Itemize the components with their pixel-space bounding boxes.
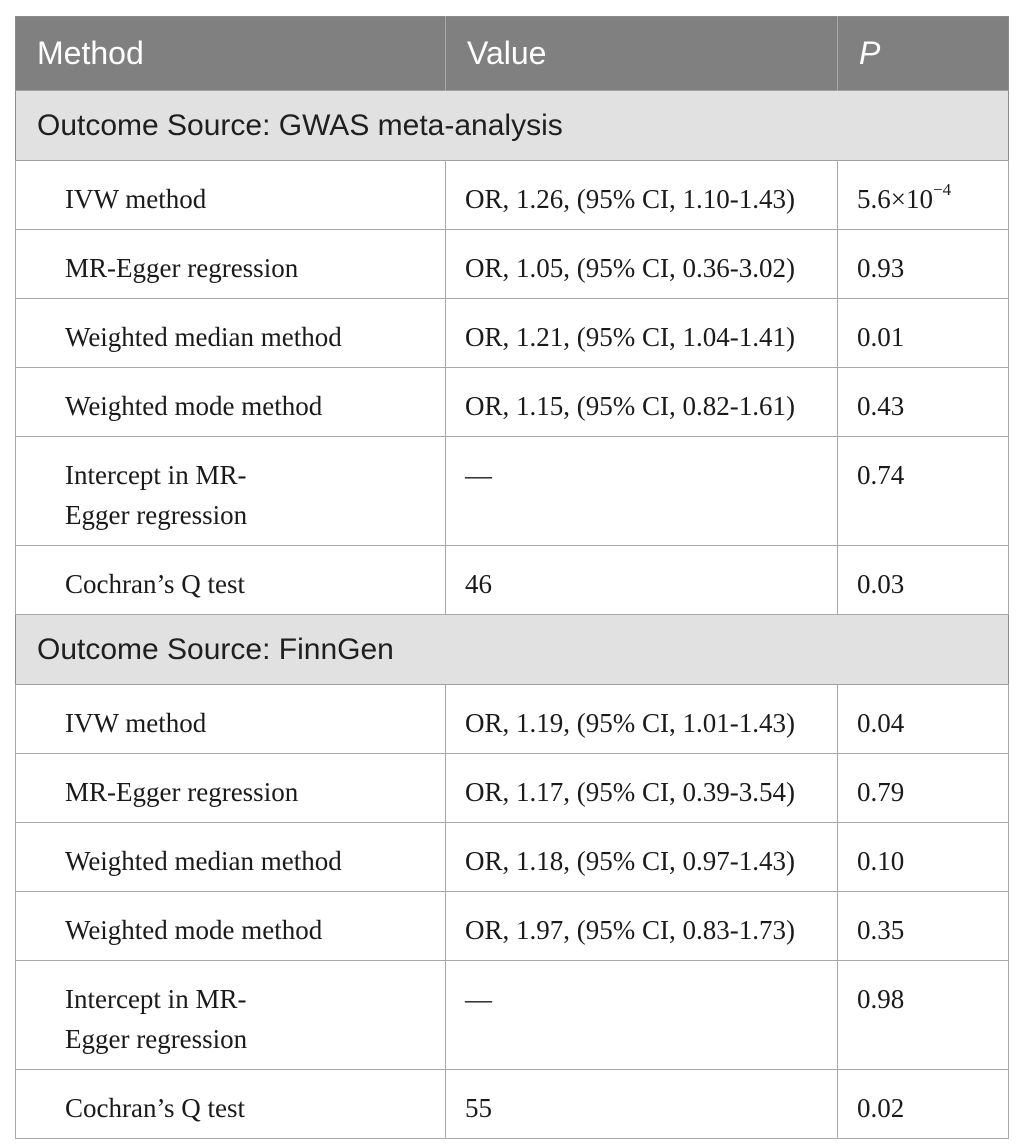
p-value: 0.04 [857, 708, 905, 738]
table-row [16, 823, 1009, 892]
p-value-cell [838, 368, 1009, 437]
p-value-cell [838, 161, 1009, 230]
value-cell: OR, 1.17, (95% CI, 0.39-3.54) [446, 754, 838, 823]
method-cell: IVW method [16, 161, 446, 230]
p-value: 0.93 [857, 253, 905, 283]
table-row [16, 230, 1009, 299]
p-value: 0.02 [857, 1093, 905, 1123]
value-cell: OR, 1.15, (95% CI, 0.82-1.61) [446, 368, 838, 437]
method-cell: MR-Egger regression [16, 230, 446, 299]
p-value: 0.43 [857, 391, 905, 421]
value-cell: OR, 1.97, (95% CI, 0.83-1.73) [446, 892, 838, 961]
value-cell: OR, 1.21, (95% CI, 1.04-1.41) [446, 299, 838, 368]
value-cell: OR, 1.19, (95% CI, 1.01-1.43) [446, 685, 838, 754]
p-value-cell [838, 961, 1009, 1070]
table-row [16, 1070, 1009, 1139]
p-value-cell [838, 546, 1009, 615]
value-cell: OR, 1.18, (95% CI, 0.97-1.43) [446, 823, 838, 892]
results-table [15, 16, 1009, 1139]
p-exponent: −4 [932, 180, 952, 199]
header-value: Value [446, 17, 838, 91]
p-value: 0.01 [857, 322, 905, 352]
p-value-cell [838, 823, 1009, 892]
value-cell: — [446, 437, 838, 546]
method-cell: Weighted median method [16, 299, 446, 368]
p-value: 0.35 [857, 915, 905, 945]
table-row [16, 961, 1009, 1070]
section-title: Outcome Source: FinnGen [16, 615, 1009, 685]
p-value-cell [838, 1070, 1009, 1139]
p-value-cell [838, 230, 1009, 299]
method-cell: Cochran’s Q test [16, 1070, 446, 1139]
method-cell: MR-Egger regression [16, 754, 446, 823]
value-cell: 46 [446, 546, 838, 615]
method-cell: Weighted mode method [16, 368, 446, 437]
header-row [16, 17, 1009, 91]
method-cell: IVW method [16, 685, 446, 754]
method-cell: Weighted mode method [16, 892, 446, 961]
value-cell: 55 [446, 1070, 838, 1139]
table-row [16, 892, 1009, 961]
table-row [16, 161, 1009, 230]
section-row [16, 91, 1009, 161]
p-value: 5.6×10 [857, 184, 933, 214]
method-cell: Intercept in MR- Egger regression [16, 961, 446, 1070]
p-value-cell [838, 892, 1009, 961]
table-row [16, 685, 1009, 754]
table-row [16, 368, 1009, 437]
p-value: 0.79 [857, 777, 905, 807]
header-p: P [838, 17, 1009, 91]
p-value-cell [838, 299, 1009, 368]
table-row [16, 754, 1009, 823]
table-row [16, 546, 1009, 615]
p-value-cell [838, 685, 1009, 754]
method-cell: Intercept in MR- Egger regression [16, 437, 446, 546]
p-value: 0.03 [857, 569, 905, 599]
p-value-cell [838, 754, 1009, 823]
method-cell: Weighted median method [16, 823, 446, 892]
p-value-cell [838, 437, 1009, 546]
value-cell: OR, 1.26, (95% CI, 1.10-1.43) [446, 161, 838, 230]
table-row [16, 299, 1009, 368]
header-method: Method [16, 17, 446, 91]
p-value: 0.10 [857, 846, 905, 876]
p-value: 0.74 [857, 460, 905, 490]
table-row [16, 437, 1009, 546]
section-row [16, 615, 1009, 685]
section-title: Outcome Source: GWAS meta-analysis [16, 91, 1009, 161]
table-body [16, 91, 1009, 1139]
value-cell: — [446, 961, 838, 1070]
value-cell: OR, 1.05, (95% CI, 0.36-3.02) [446, 230, 838, 299]
method-cell: Cochran’s Q test [16, 546, 446, 615]
p-value: 0.98 [857, 984, 905, 1014]
